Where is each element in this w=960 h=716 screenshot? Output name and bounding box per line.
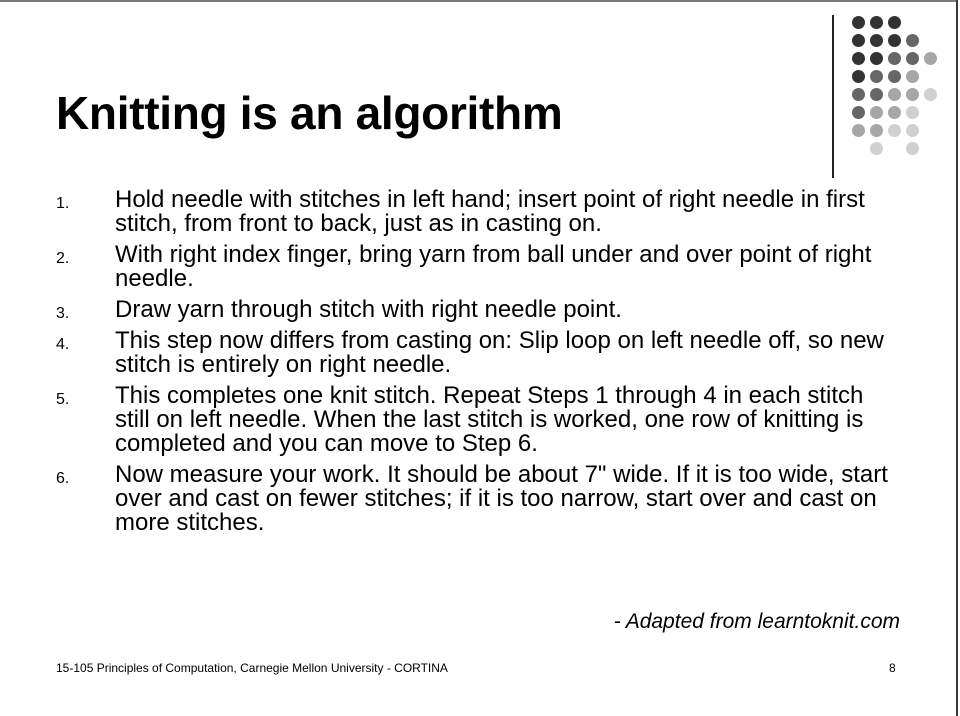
list-item	[56, 243, 896, 291]
list-item	[56, 188, 896, 236]
dot-icon	[870, 16, 883, 29]
dot-icon	[888, 34, 901, 47]
decorative-vertical-line	[832, 15, 834, 178]
dot-icon	[852, 52, 865, 65]
step-text: This step now differs from casting on: Slip loop on left needle off, so new stitch is entirely on right needle.	[115, 327, 884, 378]
step-text: This completes one knit stitch. Repeat Steps 1 through 4 in each stitch still on left needle. When the last stitch is worked, one row of knitting is completed and you can move to Step 6.	[115, 382, 864, 457]
dot-icon	[870, 124, 883, 137]
dot-icon	[906, 106, 919, 119]
dot-icon	[852, 16, 865, 29]
dot-icon	[852, 70, 865, 83]
dot-icon	[888, 52, 901, 65]
step-text: With right index finger, bring yarn from ball under and over point of right needle.	[115, 241, 872, 292]
dot-icon	[924, 52, 937, 65]
dot-icon	[906, 124, 919, 137]
attribution: - Adapted from learntoknit.com	[613, 610, 900, 633]
dot-icon	[870, 106, 883, 119]
dot-icon	[906, 142, 919, 155]
dot-icon	[888, 16, 901, 29]
step-number: 3.	[56, 305, 70, 322]
dot-icon	[906, 70, 919, 83]
dot-icon	[888, 88, 901, 101]
step-number: 5.	[56, 391, 70, 408]
dot-icon	[888, 70, 901, 83]
dot-icon	[906, 34, 919, 47]
dot-icon	[852, 88, 865, 101]
dot-icon	[906, 88, 919, 101]
slide-title: Knitting is an algorithm	[56, 87, 563, 139]
page-number: 8	[889, 661, 896, 675]
dot-icon	[870, 88, 883, 101]
steps-list	[56, 188, 896, 542]
dot-icon	[888, 124, 901, 137]
dot-icon	[870, 34, 883, 47]
slide-border-right	[956, 0, 958, 716]
dot-icon	[852, 124, 865, 137]
step-number: 4.	[56, 336, 70, 353]
footer-course-info: 15-105 Principles of Computation, Carnegie Mellon University - CORTINA	[56, 661, 448, 675]
list-item	[56, 329, 896, 377]
dot-icon	[870, 142, 883, 155]
dot-icon	[870, 52, 883, 65]
dot-icon	[852, 106, 865, 119]
dot-icon	[888, 106, 901, 119]
dot-icon	[906, 52, 919, 65]
dot-icon	[852, 34, 865, 47]
list-item	[56, 384, 896, 456]
step-text: Hold needle with stitches in left hand; insert point of right needle in first stitch, from front to back, just as in casting on.	[115, 186, 865, 237]
step-number: 2.	[56, 250, 70, 267]
list-item	[56, 298, 896, 322]
slide-border-top	[0, 0, 958, 2]
list-item	[56, 463, 896, 535]
step-text: Now measure your work. It should be about 7" wide. If it is too wide, start over and cast on fewer stitches; if it is too narrow, start over and cast on more stitches.	[115, 461, 888, 536]
dot-icon	[870, 70, 883, 83]
dot-icon	[924, 88, 937, 101]
step-text: Draw yarn through stitch with right needle point.	[115, 296, 622, 323]
step-number: 6.	[56, 470, 70, 487]
step-number: 1.	[56, 195, 70, 212]
